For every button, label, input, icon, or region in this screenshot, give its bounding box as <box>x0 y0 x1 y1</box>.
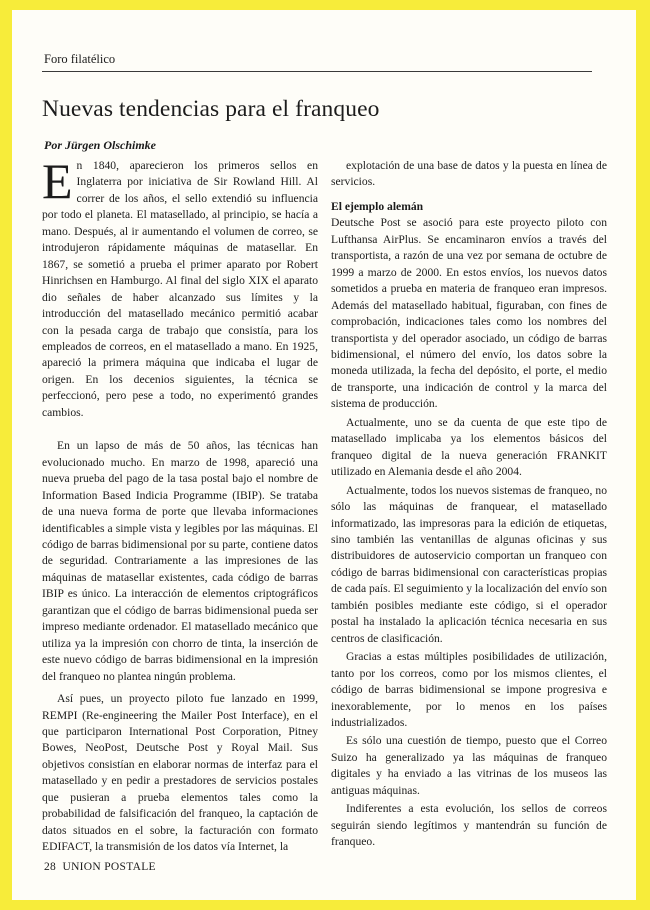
page-number: 28 <box>44 861 57 873</box>
paragraph: Es sólo una cuestión de tiempo, puesto que el Correo Suizo ha generalizado ya las máquinas de franqueo digitales y ha enviado a las vitrinas de los museos las antiguas máquinas. <box>331 734 607 797</box>
article-title: Nuevas tendencias para el franqueo <box>42 96 380 122</box>
paragraph: Actualmente, todos los nuevos sistemas de franqueo, no sólo las máquinas de franquear, el matasellado informatizado, las impresoras para la edición de etiquetas, sino también las ventanillas de algunas oficinas y sus distribuidores de autoservicio comportan un franqueo con código de barras bidimensional con características propias de cada país. El seguimiento y la localización del envío son también posibles mediante este código, si el operador postal ha instalado la aplicación técnica necesaria en sus centros de clasificación. <box>331 483 607 645</box>
paragraph: En un lapso de más de 50 años, las técnicas han evolucionado mucho. En marzo de 1998, apareció una nueva prueba del pago de la tasa postal bajo el nombre de Information Based Indicia Programme (IBIP). Se trataba de una nueva forma de porte que llevaba informaciones identificables a simple vista y legibles por las máquinas. El código de barras bidimensional por su parte, contiene datos de seguridad. Contrariamente a las impresiones de las máquinas de matasellar existentes, cada código de barras IBIP es único. La interacción de elementos criptográficos garantizan que el código de barras bidimensional pueda ser impreso mediante ordenador. El matasellado mecánico que utiliza ya la impresión con chorro de tinta, la inserción de este nuevo código de barras bidimensional en la impresión del franqueo no plantea ningún problema. <box>42 439 318 683</box>
paragraph: Actualmente, uno se da cuenta de que este tipo de matasellado implicaba ya los elementos básicos del franqueo digital de la nueva generación FRANKIT utilizado en Alemania desde el año 2004. <box>331 415 607 479</box>
header-rule <box>42 71 592 72</box>
magazine-page <box>12 10 636 900</box>
paragraph: Deutsche Post se asoció para este proyecto piloto con Lufthansa AirPlus. Se encaminaron envíos a través del transportista, a razón de una vez por semana de octubre de 1999 a marzo de 2000. En estos envíos, los nuevos datos sometidos a prueba en materia de franqueo eran impresos. Además del matasellado habitual, figuraban, con fines de comprobación, indicaciones tales como los nombres del transportista y del operador asociado, un código de barras bidimensional, el número del envío, los datos sobre la moneda utilizada, la fecha del depósito, el porte, el medio de transporte, una indicación de control y la marca del sistema de producción. <box>331 216 607 411</box>
paragraph: Gracias a estas múltiples posibilidades de utilización, tanto por los correos, como por los mismos clientes, el código de barras bidimensional se impone progresiva e inexorablemente, por lo menos en los países industrializados. <box>331 650 607 729</box>
article-byline: Por Jürgen Olschimke <box>44 138 157 152</box>
paragraph: Indiferentes a esta evolución, los sellos de correos seguirán siendo legítimos y mantendrán su función de franqueo. <box>331 802 607 849</box>
section-label: Foro filatélico <box>44 52 116 66</box>
section-subheading: El ejemplo alemán <box>331 199 424 213</box>
publication-name: UNION POSTALE <box>62 861 156 873</box>
right-column <box>331 158 607 851</box>
paragraph: Así pues, un proyecto piloto fue lanzado en 1999, REMPI (Re-engineering the Mailer Post Interface), en el que participaron International Post Corporation, Pitney Bowes, NeoPost, Deutsche Post y Royal Mail. Sus objetivos consistían en elaborar normas de interfaz para el matasellado y en pedir a prestadores de servicios postales que pusieran a prueba elementos tales como la probabilidad de falsificación del franqueo, la captación de datos situados en el sobre, la facturación con formato EDIFACT, la transmisión de los datos vía Internet, la <box>42 692 318 854</box>
paragraph-intro-text: n 1840, aparecieron los primeros sellos en Inglaterra por iniciativa de Sir Rowland Hill. Al correr de los años, el sello extendió su influencia por todo el planeta. El matasellado, al principio, se hacía a mano. Después, al ir aumentando el volumen de correo, se introdujeron rápidamente máquinas de matasellar. En 1867, se sometió a prueba el primer aparato por Robert Hinrichsen en Hamburgo. Al final del siglo XIX el aparato dio señales de haber alcanzado sus límites y la introducción del matasellado mecánico permitió acabar con la pesada carga de trabajo que consistía, para los empleados de correos, en el matasellado a mano. En 1925, apareció la primera máquina que indicaba el lugar de origen. En los decenios siguientes, la técnica se perfeccionó, pero pese a todo, no experimentó grandes cambios. <box>42 159 318 419</box>
paragraph-intro <box>42 153 318 421</box>
left-column <box>42 153 318 856</box>
drop-cap: E <box>42 153 73 209</box>
page-footer <box>44 861 156 873</box>
paragraph-continued: explotación de una base de datos y la puesta en línea de servicios. <box>331 159 607 189</box>
